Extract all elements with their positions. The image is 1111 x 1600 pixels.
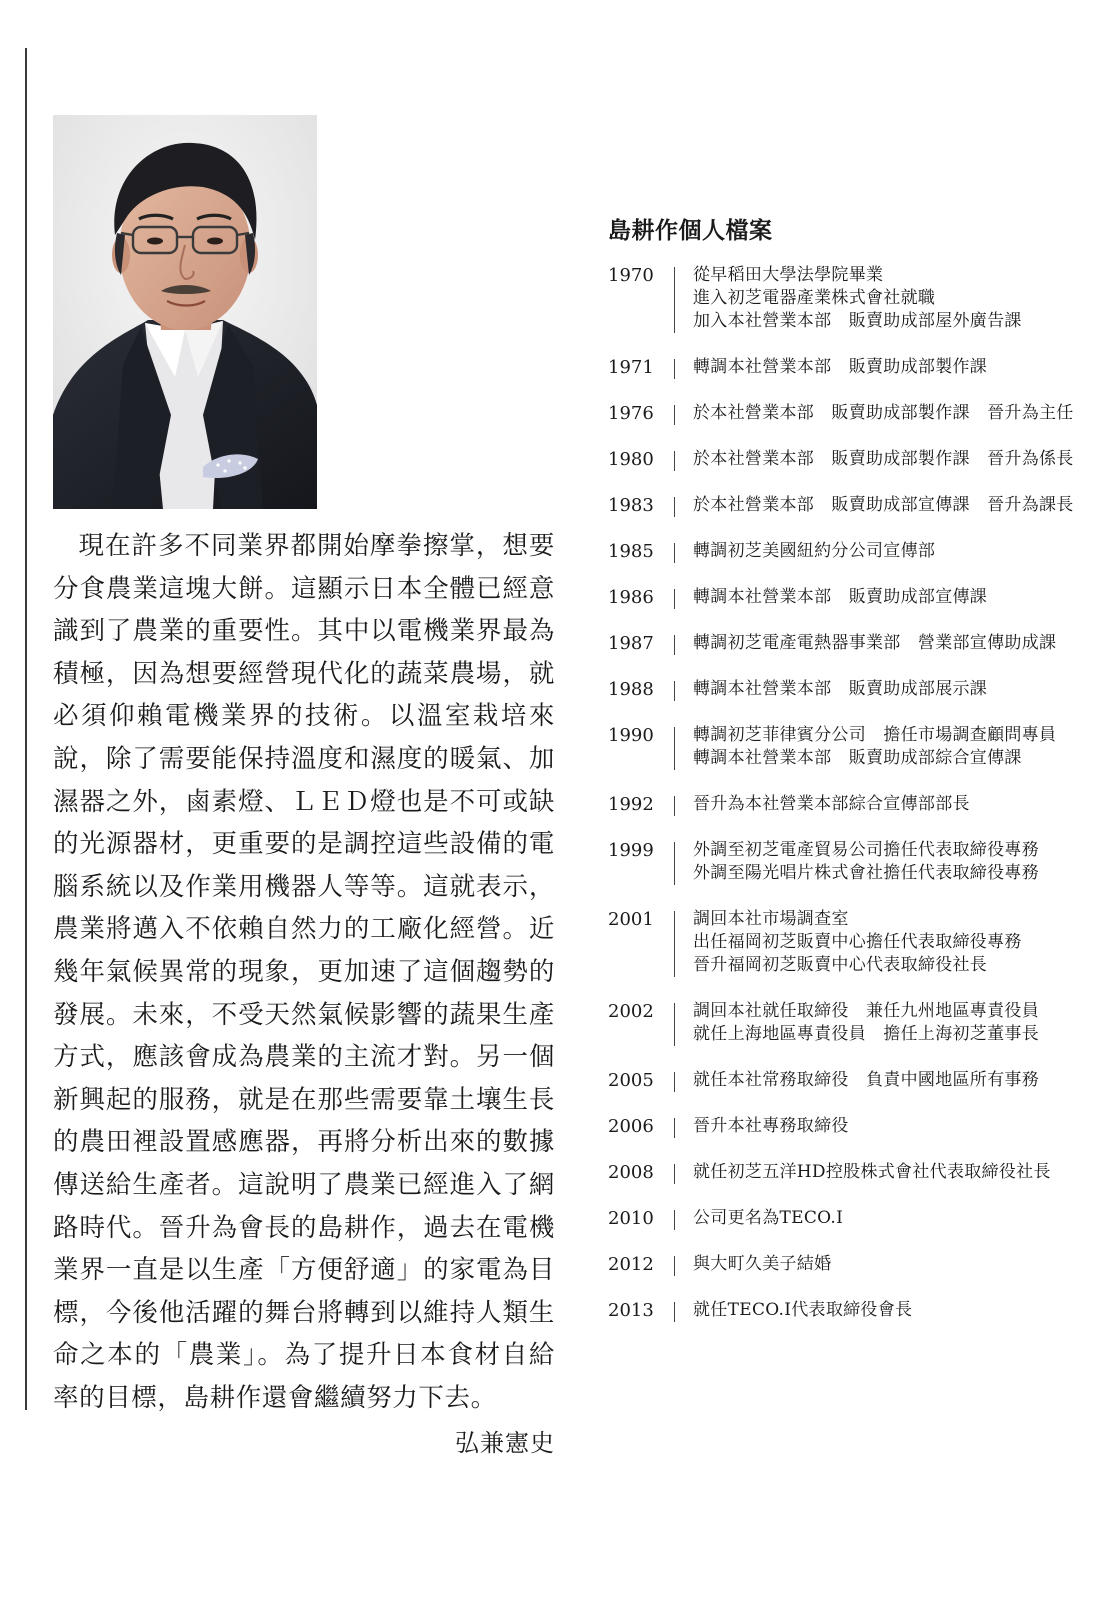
timeline-year: 2002 [608, 1001, 654, 1022]
timeline-events [693, 356, 1088, 379]
timeline-events [693, 1299, 1088, 1322]
profile-panel [608, 214, 1088, 1345]
timeline-divider [674, 1003, 675, 1046]
timeline-event: 晉升為本社營業本部綜合宣傳部部長 [693, 794, 970, 814]
timeline-entry [608, 494, 1088, 517]
timeline-year: 1987 [608, 633, 654, 654]
timeline-entry [608, 839, 1088, 885]
timeline-divider [674, 1118, 675, 1138]
author-portrait [53, 115, 317, 509]
timeline-event: 轉調初芝菲律賓分公司 擔任市場調查顧問專員 [693, 725, 1057, 745]
timeline-entry [608, 540, 1088, 563]
timeline-divider [674, 842, 675, 885]
timeline-events [693, 264, 1088, 333]
timeline-events [693, 793, 1088, 816]
timeline-events [693, 839, 1088, 885]
timeline-entry [608, 264, 1088, 333]
timeline-event: 晉升本社專務取締役 [693, 1116, 849, 1136]
timeline-event: 轉調初芝電產電熱器事業部 營業部宣傳助成課 [693, 633, 1057, 653]
timeline-event: 外調至初芝電產貿易公司擔任代表取締役專務 [693, 840, 1039, 860]
timeline-year: 1988 [608, 679, 654, 700]
timeline-entry [608, 1115, 1088, 1138]
timeline-divider [674, 727, 675, 770]
timeline-year: 2001 [608, 909, 654, 930]
timeline-event: 進入初芝電器產業株式會社就職 [693, 288, 936, 308]
timeline-divider [674, 1072, 675, 1092]
timeline-divider [674, 359, 675, 379]
timeline-divider [674, 497, 675, 517]
timeline-events [693, 540, 1088, 563]
timeline-divider [674, 796, 675, 816]
timeline-divider [674, 451, 675, 471]
timeline-event: 轉調本社營業本部 販賣助成部製作課 [693, 357, 988, 377]
timeline-year: 2006 [608, 1116, 654, 1137]
timeline-events [693, 586, 1088, 609]
timeline-events [693, 632, 1088, 655]
timeline-event: 晉升福岡初芝販賣中心代表取締役社長 [693, 955, 988, 975]
timeline-events [693, 402, 1088, 425]
timeline [608, 264, 1088, 1322]
timeline-entry [608, 1069, 1088, 1092]
timeline-year: 1970 [608, 265, 654, 286]
timeline-entry [608, 1207, 1088, 1230]
timeline-divider [674, 635, 675, 655]
timeline-entry [608, 724, 1088, 770]
timeline-divider [674, 1210, 675, 1230]
timeline-entry [608, 793, 1088, 816]
timeline-event: 轉調本社營業本部 販賣助成部綜合宣傳課 [693, 748, 1022, 768]
timeline-year: 1976 [608, 403, 654, 424]
timeline-event: 就任TECO.I代表取締役會長 [693, 1300, 913, 1320]
timeline-year: 1983 [608, 495, 654, 516]
timeline-entry [608, 1253, 1088, 1276]
timeline-events [693, 908, 1088, 977]
timeline-divider [674, 681, 675, 701]
timeline-events [693, 1161, 1088, 1184]
timeline-event: 就任初芝五洋HD控股株式會社代表取締役社長 [693, 1162, 1051, 1182]
timeline-year: 2013 [608, 1300, 654, 1321]
timeline-entry [608, 356, 1088, 379]
timeline-event: 調回本社就任取締役 兼任九州地區專責役員 [693, 1001, 1039, 1021]
timeline-entry [608, 1299, 1088, 1322]
timeline-year: 1980 [608, 449, 654, 470]
timeline-year: 1985 [608, 541, 654, 562]
timeline-event: 就任本社常務取締役 負責中國地區所有事務 [693, 1070, 1039, 1090]
timeline-event: 調回本社市場調查室 [693, 909, 849, 929]
timeline-events [693, 1253, 1088, 1276]
portrait-illustration [53, 115, 317, 509]
essay [53, 525, 555, 1463]
timeline-event: 轉調初芝美國紐約分公司宣傳部 [693, 541, 936, 561]
timeline-entry [608, 908, 1088, 977]
timeline-year: 1971 [608, 357, 654, 378]
timeline-events [693, 1207, 1088, 1230]
timeline-events [693, 494, 1088, 517]
timeline-events [693, 678, 1088, 701]
timeline-entry [608, 1000, 1088, 1046]
timeline-events [693, 724, 1088, 770]
timeline-year: 1992 [608, 794, 654, 815]
timeline-event: 於本社營業本部 販賣助成部製作課 晉升為主任 [693, 403, 1074, 423]
timeline-divider [674, 405, 675, 425]
timeline-events [693, 448, 1088, 471]
timeline-divider [674, 267, 675, 333]
timeline-year: 1999 [608, 840, 654, 861]
timeline-year: 1986 [608, 587, 654, 608]
timeline-event: 與大町久美子結婚 [693, 1254, 832, 1274]
timeline-event: 公司更名為TECO.I [693, 1208, 844, 1228]
timeline-event: 加入本社營業本部 販賣助成部屋外廣告課 [693, 311, 1022, 331]
timeline-entry [608, 586, 1088, 609]
timeline-year: 2010 [608, 1208, 654, 1229]
timeline-year: 2012 [608, 1254, 654, 1275]
timeline-entry [608, 632, 1088, 655]
timeline-divider [674, 589, 675, 609]
margin-rule [25, 48, 27, 1410]
timeline-divider [674, 1302, 675, 1322]
timeline-divider [674, 911, 675, 977]
timeline-event: 外調至陽光唱片株式會社擔任代表取締役專務 [693, 863, 1039, 883]
timeline-event: 就任上海地區專責役員 擔任上海初芝董事長 [693, 1024, 1039, 1044]
essay-body: 現在許多不同業界都開始摩拳擦掌，想要分食農業這塊大餅。這顯示日本全體已經意識到了農業的重要性。其中以電機業界最為積極，因為想要經營現代化的蔬菜農場，就必須仰賴電機業界的技術。以溫室栽培來說，除了需要能保持溫度和濕度的暖氣、加濕器之外，鹵素燈、ＬＥＤ燈也是不可或缺的光源器材，更重要的是調控這些設備的電腦系統以及作業用機器人等等。這就表示，農業將邁入不依賴自然力的工廠化經營。近幾年氣候異常的現象，更加速了這個趨勢的發展。未來，不受天然氣候影響的蔬果生產方式，應該會成為農業的主流才對。另一個新興起的服務，就是在那些需要靠土壤生長的農田裡設置感應器，再將分析出來的數據傳送給生產者。這說明了農業已經進入了網路時代。晉升為會長的島耕作，過去在電機業界一直是以生產「方便舒適」的家電為目標，今後他活躍的舞台將轉到以維持人類生命之本的「農業」。為了提升日本食材自給率的目標，島耕作還會繼續努力下去。 [53, 531, 555, 1413]
timeline-entry [608, 1161, 1088, 1184]
timeline-event: 轉調本社營業本部 販賣助成部宣傳課 [693, 587, 988, 607]
timeline-event: 於本社營業本部 販賣助成部宣傳課 晉升為課長 [693, 495, 1074, 515]
timeline-entry [608, 448, 1088, 471]
timeline-divider [674, 1164, 675, 1184]
profile-title: 島耕作個人檔案 [608, 218, 773, 244]
essay-author: 弘兼憲史 [455, 1429, 555, 1458]
timeline-divider [674, 1256, 675, 1276]
timeline-entry [608, 678, 1088, 701]
timeline-entry [608, 402, 1088, 425]
timeline-year: 2005 [608, 1070, 654, 1091]
timeline-year: 2008 [608, 1162, 654, 1183]
timeline-events [693, 1115, 1088, 1138]
timeline-event: 從早稻田大學法學院畢業 [693, 265, 884, 285]
timeline-event: 轉調本社營業本部 販賣助成部展示課 [693, 679, 988, 699]
timeline-event: 出任福岡初芝販賣中心擔任代表取締役專務 [693, 932, 1022, 952]
timeline-events [693, 1000, 1088, 1046]
timeline-divider [674, 543, 675, 563]
timeline-year: 1990 [608, 725, 654, 746]
timeline-event: 於本社營業本部 販賣助成部製作課 晉升為係長 [693, 449, 1074, 469]
timeline-events [693, 1069, 1088, 1092]
